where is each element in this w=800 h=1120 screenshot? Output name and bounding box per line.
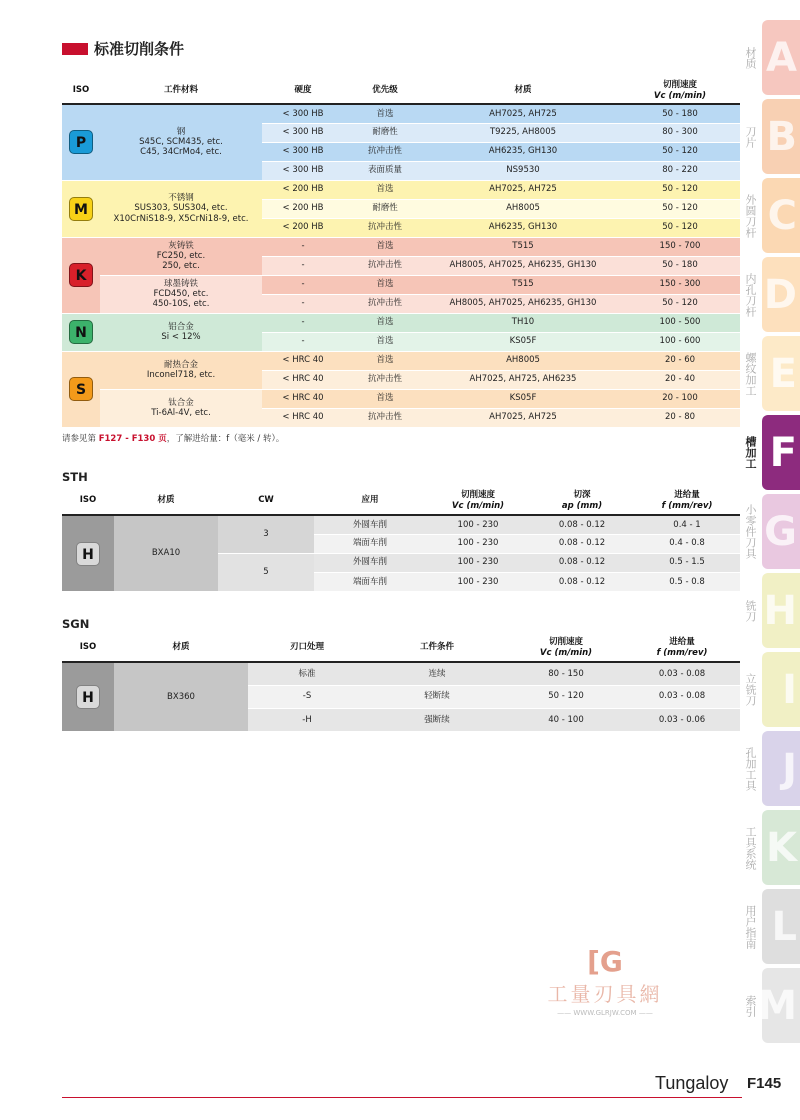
table-row xyxy=(62,104,740,123)
sth-cw: 3 xyxy=(218,515,314,553)
sgn-col-condition: 工件条件 xyxy=(366,634,508,662)
table-cell: 50 - 120 xyxy=(620,199,740,218)
iso-badge-h: H xyxy=(76,542,100,566)
table-cell: < 300 HB xyxy=(262,123,344,142)
sgn-cell: 50 - 120 xyxy=(508,685,624,708)
table-cell: AH7025, AH725 xyxy=(426,180,620,199)
table-cell: < 200 HB xyxy=(262,199,344,218)
tab-h[interactable] xyxy=(744,573,800,648)
sth-cw: 5 xyxy=(218,553,314,591)
sgn-cell: 40 - 100 xyxy=(508,708,624,731)
table-cell: T515 xyxy=(426,237,620,256)
tab-label: 立铣刀 xyxy=(744,673,757,706)
table-row xyxy=(62,351,740,370)
brand-name: Tungaloy xyxy=(655,1073,729,1093)
sth-cell: 100 - 230 xyxy=(426,515,530,534)
table-cell: 首选 xyxy=(344,237,426,256)
table-cell: < 300 HB xyxy=(262,104,344,123)
table-cell: 抗冲击性 xyxy=(344,218,426,237)
table-cell: 抗冲击性 xyxy=(344,256,426,275)
material-cell: 不锈钢 SUS303, SUS304, etc. X10CrNiS18-9, X5CrNi18-9, etc. xyxy=(100,180,262,237)
table-cell: 50 - 180 xyxy=(620,104,740,123)
tab-letter: K xyxy=(766,824,797,871)
page-title xyxy=(62,38,184,59)
sth-cell: 0.08 - 0.12 xyxy=(530,572,634,591)
table-row xyxy=(62,275,740,294)
tab-letter: L xyxy=(771,903,797,950)
tab-label: 槽加工 xyxy=(744,436,757,469)
table-cell: < 200 HB xyxy=(262,218,344,237)
tab-letter: G xyxy=(764,508,797,555)
table-cell: < 300 HB xyxy=(262,161,344,180)
sgn-label: SGN xyxy=(62,617,90,631)
table-cell: 80 - 300 xyxy=(620,123,740,142)
material-cell: 耐热合金 Inconel718, etc. xyxy=(100,351,262,389)
table-cell: 抗冲击性 xyxy=(344,294,426,313)
table-cell: 50 - 120 xyxy=(620,180,740,199)
table-cell: - xyxy=(262,256,344,275)
tab-k[interactable] xyxy=(744,810,800,885)
sth-col-cw: CW xyxy=(218,487,314,515)
sgn-cell: -S xyxy=(248,685,366,708)
tab-d[interactable] xyxy=(744,257,800,332)
sgn-col-speed: 切削速度 Vc (m/min) xyxy=(508,634,624,662)
col-grade: 材质 xyxy=(426,78,620,104)
table-cell: < 200 HB xyxy=(262,180,344,199)
tab-letter: I xyxy=(782,666,797,713)
iso-badge-s: S xyxy=(69,377,93,401)
table-cell: 100 - 500 xyxy=(620,313,740,332)
table-cell: T515 xyxy=(426,275,620,294)
sth-col-depth: 切深 ap (mm) xyxy=(530,487,634,515)
title-text: 标准切削条件 xyxy=(94,40,185,58)
table-cell: - xyxy=(262,313,344,332)
sgn-cell: 轻断续 xyxy=(366,685,508,708)
footer-rule xyxy=(62,1097,742,1098)
sth-cell: 外圆车削 xyxy=(314,553,426,572)
sth-iso-cell xyxy=(62,515,114,591)
tab-l[interactable] xyxy=(744,889,800,964)
table-cell: 50 - 120 xyxy=(620,218,740,237)
table-cell: - xyxy=(262,275,344,294)
table-cell: - xyxy=(262,294,344,313)
tab-label: 铣刀 xyxy=(744,599,757,622)
table-cell: < HRC 40 xyxy=(262,389,344,408)
sth-cell: 0.08 - 0.12 xyxy=(530,553,634,572)
sth-label: STH xyxy=(62,470,88,484)
sth-cell: 100 - 230 xyxy=(426,534,530,553)
sth-cell: 端面车削 xyxy=(314,572,426,591)
table-cell: 100 - 600 xyxy=(620,332,740,351)
table-cell: 表面质量 xyxy=(344,161,426,180)
table-cell: AH6235, GH130 xyxy=(426,218,620,237)
sth-col-speed: 切削速度 Vc (m/min) xyxy=(426,487,530,515)
sth-cell: 100 - 230 xyxy=(426,572,530,591)
tab-letter: H xyxy=(763,587,797,634)
cutting-conditions-table xyxy=(62,78,740,428)
watermark-name: 工量刃具網 xyxy=(547,982,663,1006)
tab-label: 孔加工具 xyxy=(744,746,757,791)
table-cell: TH10 xyxy=(426,313,620,332)
sgn-cell: 标准 xyxy=(248,662,366,685)
tab-c[interactable] xyxy=(744,178,800,253)
table-cell: < HRC 40 xyxy=(262,408,344,427)
table-cell: 150 - 700 xyxy=(620,237,740,256)
table-cell: 20 - 40 xyxy=(620,370,740,389)
table-cell: AH8005 xyxy=(426,199,620,218)
sth-cell: 外圆车削 xyxy=(314,515,426,534)
sgn-cell: 0.03 - 0.08 xyxy=(624,662,740,685)
sth-col-feed: 进给量 f (mm/rev) xyxy=(634,487,740,515)
tab-label: 材质 xyxy=(744,46,757,69)
table-cell: 20 - 80 xyxy=(620,408,740,427)
table-cell: 50 - 120 xyxy=(620,142,740,161)
table-cell: 首选 xyxy=(344,313,426,332)
tab-label: 小零件刀具 xyxy=(744,504,757,559)
sgn-col-iso: ISO xyxy=(62,634,114,662)
title-marker xyxy=(62,43,88,55)
table-cell: AH8005, AH7025, AH6235, GH130 xyxy=(426,256,620,275)
tab-letter: A xyxy=(766,34,797,81)
table-cell: T9225, AH8005 xyxy=(426,123,620,142)
sth-cell: 0.4 - 1 xyxy=(634,515,740,534)
table-cell: - xyxy=(262,332,344,351)
watermark-url: —— WWW.GLRJW.COM —— xyxy=(557,1009,653,1017)
table-cell: 首选 xyxy=(344,180,426,199)
sgn-col-grade: 材质 xyxy=(114,634,248,662)
table-cell: - xyxy=(262,237,344,256)
sgn-cell: -H xyxy=(248,708,366,731)
material-cell: 钢 S45C, SCM435, etc. C45, 34CrMo4, etc. xyxy=(100,104,262,180)
table-cell: 首选 xyxy=(344,389,426,408)
sth-col-application: 应用 xyxy=(314,487,426,515)
iso-cell xyxy=(62,313,100,351)
iso-badge-n: N xyxy=(69,320,93,344)
sgn-iso-cell xyxy=(62,662,114,731)
sth-cell: 0.08 - 0.12 xyxy=(530,534,634,553)
sth-cell: 0.08 - 0.12 xyxy=(530,515,634,534)
sth-col-iso: ISO xyxy=(62,487,114,515)
tab-letter: M xyxy=(757,982,797,1029)
material-cell: 钛合金 Ti-6Al-4V, etc. xyxy=(100,389,262,427)
sgn-table xyxy=(62,634,740,731)
sth-grade: BXA10 xyxy=(114,515,218,591)
sgn-cell: 80 - 150 xyxy=(508,662,624,685)
iso-cell xyxy=(62,180,100,237)
table-cell: 耐磨性 xyxy=(344,123,426,142)
material-cell: 灰铸铁 FC250, etc. 250, etc. xyxy=(100,237,262,275)
table-cell: AH7025, AH725 xyxy=(426,408,620,427)
table-row xyxy=(62,389,740,408)
table-cell: NS9530 xyxy=(426,161,620,180)
tab-g[interactable] xyxy=(744,494,800,569)
sth-cell: 0.4 - 0.8 xyxy=(634,534,740,553)
table-cell: 耐磨性 xyxy=(344,199,426,218)
table-cell: 首选 xyxy=(344,275,426,294)
tab-label: 内孔刀杆 xyxy=(744,272,757,317)
sth-cell: 100 - 230 xyxy=(426,553,530,572)
tab-letter: D xyxy=(763,271,797,318)
col-iso: ISO xyxy=(62,78,100,104)
table-cell: KS05F xyxy=(426,332,620,351)
table-cell: 抗冲击性 xyxy=(344,370,426,389)
tab-j[interactable] xyxy=(744,731,800,806)
iso-badge-h: H xyxy=(76,685,100,709)
table-row xyxy=(62,180,740,199)
table-cell: AH8005, AH7025, AH6235, GH130 xyxy=(426,294,620,313)
sgn-cell: 连续 xyxy=(366,662,508,685)
tab-m[interactable] xyxy=(744,968,800,1043)
tab-label: 外圆刀杆 xyxy=(744,193,757,238)
table-cell: AH8005 xyxy=(426,351,620,370)
watermark xyxy=(540,945,670,1017)
sth-cell: 端面车削 xyxy=(314,534,426,553)
tab-label: 索引 xyxy=(744,994,757,1017)
sth-table xyxy=(62,487,740,591)
iso-cell xyxy=(62,351,100,427)
tab-label: 工具系统 xyxy=(744,825,757,870)
tab-a[interactable] xyxy=(744,20,800,95)
sgn-cell: 强断续 xyxy=(366,708,508,731)
sth-cell: 0.5 - 0.8 xyxy=(634,572,740,591)
table-cell: 20 - 100 xyxy=(620,389,740,408)
page-number: F145 xyxy=(747,1075,782,1092)
tab-label: 螺纹加工 xyxy=(744,351,757,396)
iso-cell xyxy=(62,237,100,313)
table-cell: 首选 xyxy=(344,104,426,123)
tab-letter: E xyxy=(769,350,797,397)
tab-letter: B xyxy=(766,113,797,160)
sgn-grade: BX360 xyxy=(114,662,248,731)
feed-note: 请参见第 F127 - F130 页，了解进给量：f（毫米 / 转）。 xyxy=(62,434,285,444)
table-cell: < HRC 40 xyxy=(262,370,344,389)
table-cell: AH7025, AH725, AH6235 xyxy=(426,370,620,389)
col-speed: 切削速度 Vc (m/min) xyxy=(620,78,740,104)
table-cell: 50 - 120 xyxy=(620,294,740,313)
material-cell: 铝合金 Si < 12% xyxy=(100,313,262,351)
material-cell: 球墨铸铁 FCD450, etc. 450-10S, etc. xyxy=(100,275,262,313)
iso-badge-k: K xyxy=(69,263,93,287)
tab-label: 用户指南 xyxy=(744,904,757,949)
col-priority: 优先级 xyxy=(344,78,426,104)
table-cell: 首选 xyxy=(344,332,426,351)
sgn-cell: 0.03 - 0.06 xyxy=(624,708,740,731)
table-cell: 80 - 220 xyxy=(620,161,740,180)
sgn-cell: 0.03 - 0.08 xyxy=(624,685,740,708)
table-cell: 20 - 60 xyxy=(620,351,740,370)
table-cell: AH6235, GH130 xyxy=(426,142,620,161)
tab-label: 刀片 xyxy=(744,125,757,148)
tab-f[interactable] xyxy=(744,415,800,490)
table-cell: KS05F xyxy=(426,389,620,408)
tab-letter: C xyxy=(767,192,797,239)
iso-badge-m: M xyxy=(69,197,93,221)
col-hardness: 硬度 xyxy=(262,78,344,104)
table-cell: 首选 xyxy=(344,351,426,370)
iso-cell xyxy=(62,104,100,180)
sth-cell: 0.5 - 1.5 xyxy=(634,553,740,572)
table-row xyxy=(62,313,740,332)
tab-letter: J xyxy=(782,745,797,792)
sgn-col-feed: 进给量 f (mm/rev) xyxy=(624,634,740,662)
table-cell: < 300 HB xyxy=(262,142,344,161)
sth-col-grade: 材质 xyxy=(114,487,218,515)
table-row xyxy=(62,237,740,256)
table-cell: 50 - 180 xyxy=(620,256,740,275)
table-cell: 抗冲击性 xyxy=(344,408,426,427)
iso-badge-p: P xyxy=(69,130,93,154)
watermark-logo: [G xyxy=(587,945,623,978)
tab-letter: F xyxy=(769,429,797,476)
table-cell: 150 - 300 xyxy=(620,275,740,294)
table-cell: 抗冲击性 xyxy=(344,142,426,161)
tab-b[interactable] xyxy=(744,99,800,174)
tab-i[interactable] xyxy=(744,652,800,727)
col-material: 工件材料 xyxy=(100,78,262,104)
sgn-col-edge: 刃口处理 xyxy=(248,634,366,662)
tab-e[interactable] xyxy=(744,336,800,411)
table-cell: < HRC 40 xyxy=(262,351,344,370)
table-cell: AH7025, AH725 xyxy=(426,104,620,123)
